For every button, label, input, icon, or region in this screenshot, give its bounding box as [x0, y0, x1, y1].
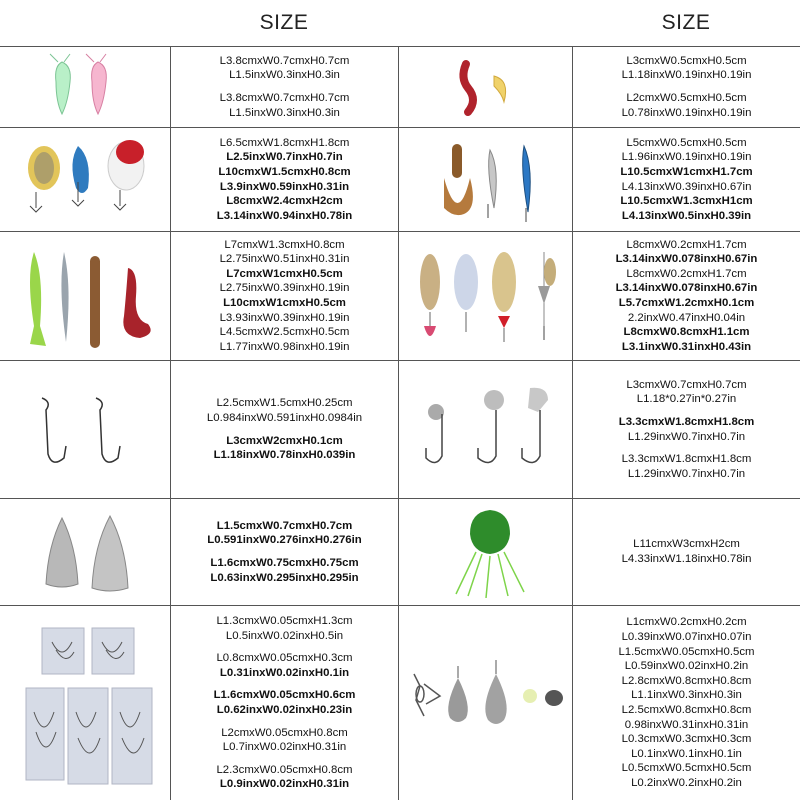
- round-jig-head-icon: [478, 390, 504, 463]
- dimension-text: L2.75inxW0.51inxH0.31in: [219, 253, 350, 266]
- dimension-text: L3.9inxW0.59inxH0.31in: [219, 180, 350, 193]
- gold-red-spoon-icon: [492, 252, 516, 342]
- dimension-text: L3.3cmxW1.8cmxH1.8cm: [621, 453, 752, 466]
- dimension-text: L1.77inxW0.98inxH0.19in: [219, 340, 350, 353]
- dimension-text: L10cmxW1cmxH0.5cm: [223, 297, 346, 309]
- dimension-text: L3.1inxW0.31inxH0.43in: [621, 340, 752, 353]
- size-cell-right: [573, 47, 800, 127]
- silver-shad-icon: [61, 252, 68, 342]
- dimension-text: L10.5cmxW1cmxH1.7cm: [620, 165, 753, 178]
- blue-minnow-icon: [72, 146, 89, 206]
- hook-bag-icon: [92, 628, 134, 674]
- size-header-left: SIZE: [259, 11, 309, 34]
- dimension-text: L1.5cmxW0.05cmxH0.5cm: [618, 645, 755, 658]
- dimension-text: L0.78inxW0.19inxH0.19in: [621, 106, 752, 119]
- dimension-text: L1.5inxW0.3inxH0.3in: [229, 106, 340, 119]
- dimension-text: L3cmxW0.7cmxH0.7cm: [626, 378, 747, 391]
- dimension-text: L10.5cmxW1.3cmxH1cm: [620, 195, 753, 208]
- worm-hook-icon: [96, 398, 120, 462]
- hook-bag-icon: [26, 688, 64, 780]
- red-head-crankbait-icon: [108, 140, 144, 210]
- bullet-weights-image: [40, 512, 140, 592]
- dimension-text: L3.8cmxW0.7cmxH0.7cm: [219, 92, 350, 104]
- brass-sinker-icon: [545, 690, 563, 706]
- dimension-text: L3.14inxW0.94inxH0.78in: [216, 209, 353, 222]
- dimension-text: L6.5cmxW1.8cmxH1.8cm: [219, 136, 350, 149]
- green-shrimp-icon: [50, 54, 70, 114]
- dimension-text: L0.31inxW0.02inxH0.1in: [219, 666, 350, 679]
- ball-jig-head-icon: [426, 404, 444, 463]
- dimension-text: L0.1inxW0.1inxH0.1in: [631, 747, 742, 760]
- dimension-text: L0.5cmxW0.5cmxH0.5cm: [621, 762, 752, 775]
- dimension-text: L0.5inxW0.02inxH0.5in: [225, 629, 344, 642]
- size-cell-right: [573, 606, 800, 800]
- dimension-text: L0.39inxW0.07inxH0.07in: [621, 631, 752, 644]
- dimension-text: L0.591inxW0.276inxH0.276in: [207, 534, 362, 547]
- soft-plastic-baits-image: [16, 246, 166, 356]
- red-curly-tail-grub-icon: [123, 268, 150, 338]
- swivels-sinkers-beads-image: [400, 656, 570, 736]
- glow-bead-icon: [523, 689, 537, 703]
- spinner-bait-icon: [538, 252, 556, 340]
- size-header-right: SIZE: [661, 11, 711, 34]
- dimension-text: L1.6cmxW0.75cmxH0.75cm: [210, 557, 359, 569]
- hook-bag-icon: [68, 688, 108, 784]
- dimension-text: L0.2inxW0.2inxH0.2in: [631, 776, 742, 789]
- spoon-spinner-lures-image: [412, 246, 562, 356]
- dimension-text: L4.13inxW0.5inxH0.39in: [621, 209, 752, 222]
- size-cell-left: [171, 499, 398, 605]
- dimension-text: L0.63inxW0.295inxH0.295in: [210, 571, 359, 584]
- size-cell-left: [171, 128, 398, 231]
- dimension-text: L2.5cmxW0.8cmxH0.8cm: [621, 704, 752, 716]
- red-worm-icon: [463, 64, 473, 112]
- dimension-text: 2.2inxW0.47inxH0.04in: [627, 311, 746, 324]
- dimension-text: L0.984inxW0.591inxH0.0984in: [206, 411, 363, 424]
- offset-worm-hooks-image: [30, 390, 140, 470]
- dimension-text: L3cmxW2cmxH0.1cm: [226, 434, 343, 447]
- size-cell-right: [573, 499, 800, 605]
- jig-heads-image: [412, 382, 562, 482]
- dimension-text: L2cmxW0.05cmxH0.8cm: [221, 726, 348, 739]
- dimension-text: L1.18inxW0.19inxH0.19in: [621, 69, 752, 82]
- dimension-text: L8cmxW0.8cmxH1.1cm: [623, 326, 750, 339]
- dimension-text: L1.5cmxW0.7cmxH0.7cm: [216, 519, 353, 532]
- dimension-text: L8cmxW0.2cmxH1.7cm: [626, 238, 747, 251]
- gold-spoon-icon: [420, 254, 440, 336]
- dimension-text: L2.5cmxW1.5cmxH0.25cm: [216, 397, 353, 410]
- squid-minnow-lures-image: [430, 138, 550, 224]
- yellow-crankbait-icon: [28, 146, 60, 212]
- brown-stick-bait-icon: [90, 256, 100, 348]
- size-cell-right: [573, 361, 800, 498]
- dimension-text: L1.1inxW0.3inxH0.3in: [631, 689, 742, 702]
- bullet-weight-icon: [92, 516, 128, 591]
- dimension-text: L11cmxW3cmxH2cm: [633, 538, 740, 551]
- dimension-text: L2.8cmxW0.8cmxH0.8cm: [621, 674, 752, 687]
- dimension-text: L4.33inxW1.18inxH0.78in: [621, 553, 752, 565]
- hook-bag-icon: [112, 688, 152, 784]
- shad-jig-head-icon: [522, 388, 548, 463]
- dimension-text: L0.7inxW0.02inxH0.31in: [222, 741, 347, 754]
- soft-frog-lure-image: [446, 506, 536, 598]
- dimension-text: L0.62inxW0.02inxH0.23in: [216, 704, 353, 716]
- size-cell-right: [573, 128, 800, 231]
- green-paddle-tail-icon: [30, 252, 46, 346]
- dimension-text: L8cmxW2.4cmxH2cm: [226, 195, 343, 208]
- frog-lure-icon: [470, 510, 510, 554]
- dimension-text: L3.14inxW0.078inxH0.67in: [615, 282, 758, 295]
- silver-spoon-icon: [454, 254, 478, 332]
- dimension-text: L0.8cmxW0.05cmxH0.3cm: [216, 652, 353, 665]
- dimension-text: L1.29inxW0.7inxH0.7in: [627, 467, 746, 480]
- dimension-text: L8cmxW0.2cmxH1.7cm: [626, 267, 747, 280]
- dimension-text: L5.7cmxW1.2cmxH0.1cm: [618, 297, 755, 309]
- dimension-text: L3cmxW0.5cmxH0.5cm: [626, 54, 747, 67]
- size-cell-left: [171, 47, 398, 127]
- dimension-text: L2.3cmxW0.05cmxH0.8cm: [216, 763, 353, 776]
- dimension-text: L2.75inxW0.39inxH0.19in: [219, 282, 350, 295]
- teardrop-sinker-icon: [448, 666, 468, 722]
- dimension-text: L3.8cmxW0.7cmxH0.7cm: [219, 54, 350, 67]
- silver-minnow-icon: [488, 150, 496, 218]
- dimension-text: L2cmxW0.5cmxH0.5cm: [626, 92, 747, 104]
- bullet-weight-icon: [46, 518, 78, 587]
- dimension-text: L5cmxW0.5cmxH0.5cm: [626, 136, 747, 149]
- dimension-text: L2.5inxW0.7inxH0.7in: [226, 151, 343, 164]
- dimension-text: L1cmxW0.2cmxH0.2cm: [626, 616, 747, 629]
- dimension-text: L0.3cmxW0.3cmxH0.3cm: [621, 733, 752, 746]
- soft-worm-grub-lures-image: [450, 58, 530, 118]
- dimension-text: 0.98inxW0.31inxH0.31in: [624, 718, 749, 731]
- bagged-hooks-image: [22, 622, 168, 792]
- dimension-text: L0.9inxW0.02inxH0.31in: [219, 778, 350, 791]
- dimension-text: L4.5cmxW2.5cmxH0.5cm: [219, 326, 350, 339]
- squid-skirt-icon: [444, 144, 473, 215]
- dimension-text: L1.18inxW0.78inxH0.039in: [213, 449, 356, 462]
- blue-minnow-icon: [523, 146, 531, 222]
- worm-hook-icon: [42, 398, 66, 462]
- pink-shrimp-icon: [86, 54, 106, 114]
- teardrop-sinker-icon: [485, 660, 506, 724]
- dimension-text: L1.3cmxW0.05cmxH1.3cm: [216, 615, 353, 628]
- dimension-text: L1.18*0.27in*0.27in: [636, 393, 737, 406]
- soft-shrimp-lures-image: [40, 52, 130, 122]
- size-cell-left: [171, 232, 398, 360]
- dimension-text: L3.3cmxW1.8cmxH1.8cm: [618, 415, 755, 428]
- dimension-text: L1.29inxW0.7inxH0.7in: [627, 430, 746, 443]
- dimension-text: L1.96inxW0.19inxH0.19in: [621, 151, 752, 164]
- dimension-text: L7cmxW1cmxH0.5cm: [226, 267, 343, 280]
- size-cell-left: [171, 606, 398, 800]
- size-cell-right: [573, 232, 800, 360]
- dimension-text: L10cmxW1.5cmxH0.8cm: [218, 165, 351, 178]
- dimension-text: L1.5inxW0.3inxH0.3in: [229, 69, 340, 82]
- dimension-text: L3.93inxW0.39inxH0.19in: [219, 311, 350, 324]
- dimension-text: L1.6cmxW0.05cmxH0.6cm: [213, 689, 356, 702]
- dimension-text: L0.59inxW0.02inxH0.2in: [624, 660, 749, 673]
- snap-swivel-icon: [414, 674, 440, 716]
- size-cell-left: [171, 361, 398, 498]
- crankbait-minnow-lures-image: [22, 132, 152, 224]
- dimension-text: L7cmxW1.3cmxH0.8cm: [224, 238, 345, 251]
- dimension-text: L3.14inxW0.078inxH0.67in: [615, 253, 758, 266]
- yellow-grub-icon: [494, 76, 506, 102]
- hook-bag-icon: [42, 628, 84, 674]
- dimension-text: L4.13inxW0.39inxH0.67in: [621, 180, 752, 193]
